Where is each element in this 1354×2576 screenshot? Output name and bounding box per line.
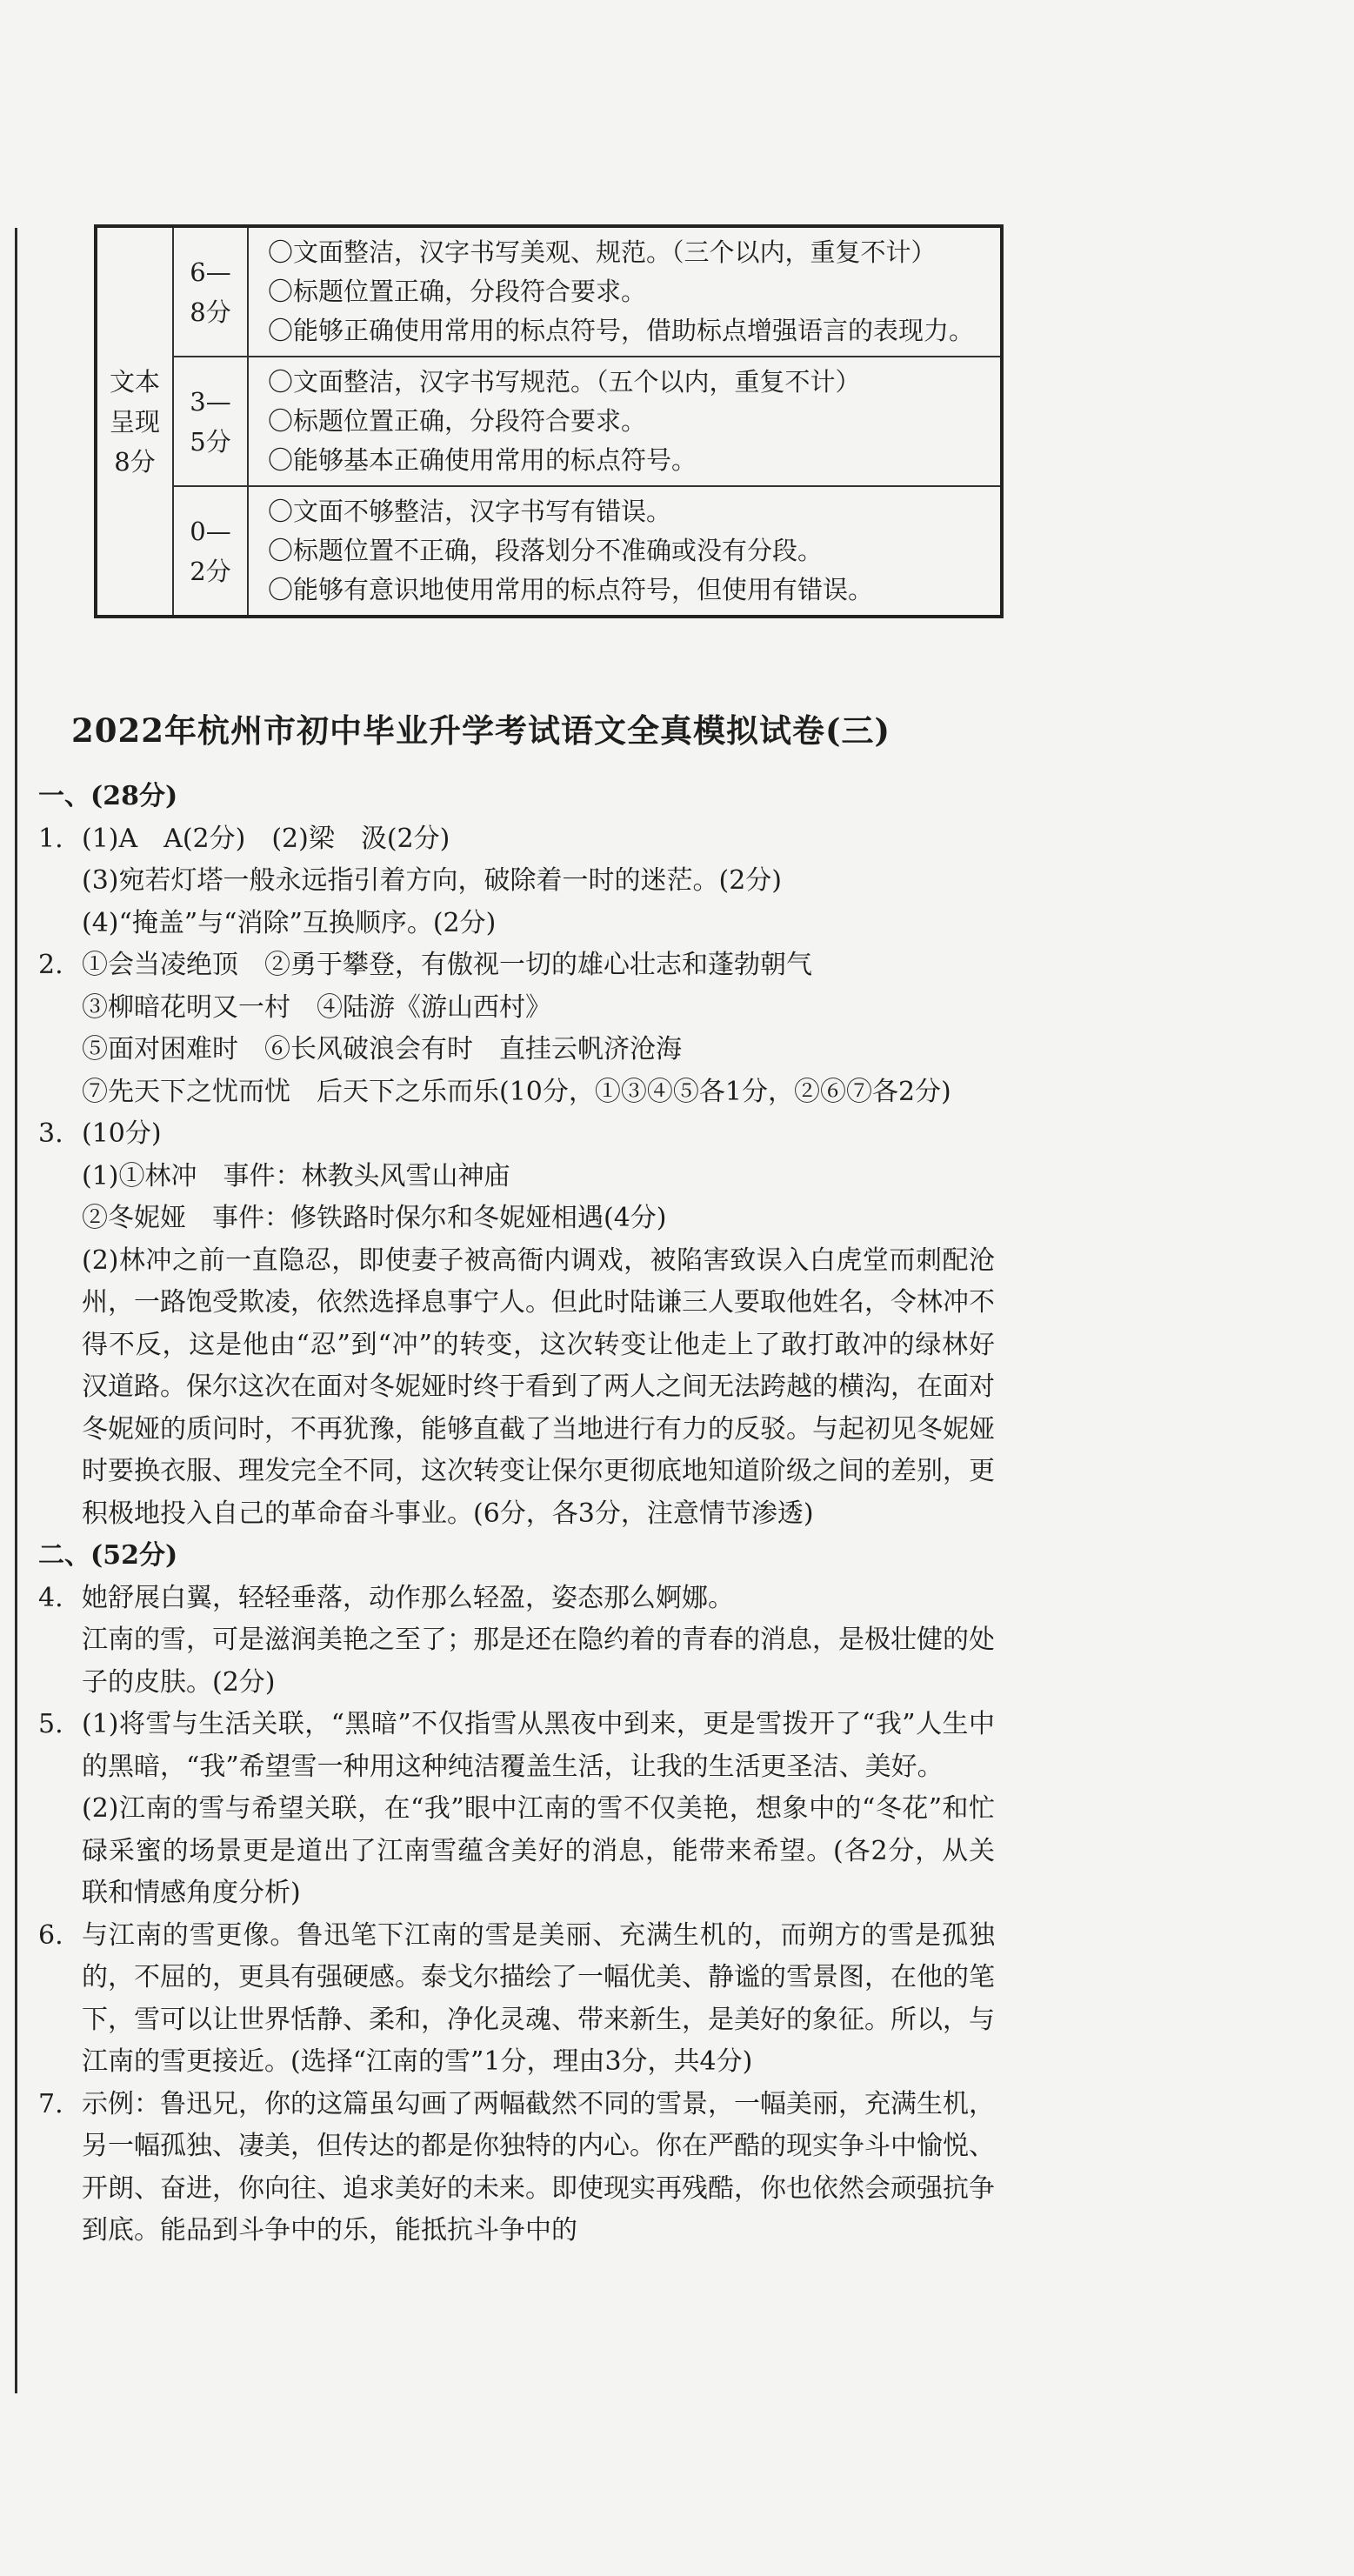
rubric-range-cell xyxy=(173,357,248,486)
question-item xyxy=(38,1704,995,1915)
rubric-criterion: 〇文面不够整洁，汉字书写有错误。 xyxy=(268,497,672,526)
answer-paragraph: 示例：鲁迅兄，你的这篇虽勾画了两幅截然不同的雪景，一幅美丽，充满生机，另一幅孤独、凄美，但传达的都是你独特的内心。你在严酷的现实争斗中愉悦、开朗、奋进，你向往、追求美好的未来。即使现实再残酷，你也依然会顽强抗争到底。能品到斗争中的乐，能抵抗斗争中的 xyxy=(82,2088,995,2246)
question-number: 7. xyxy=(38,2088,63,2119)
left-margin-rule xyxy=(15,228,17,2393)
answer-line: (1)①林冲 事件：林教头风雪山神庙 xyxy=(82,1160,510,1191)
answer-key xyxy=(38,776,995,2252)
answer-line: ①会当凌绝顶 ②勇于攀登，有傲视一切的雄心壮志和蓬勃朝气 xyxy=(82,950,812,980)
question-number: 5. xyxy=(38,1709,63,1739)
question-number: 6. xyxy=(38,1919,63,1951)
question-item xyxy=(38,1915,995,2084)
rubric-range-line: 6— xyxy=(190,257,231,287)
answer-paragraph: 与江南的雪更像。鲁迅笔下江南的雪是美丽、充满生机的，而朔方的雪是孤独的，不屈的，更具有强硬感。泰戈尔描绘了一幅优美、静谧的雪景图，在他的笔下，雪可以让世界恬静、柔和，净化灵魂、带来新生，是美好的象征。所以，与江南的雪更接近。(选择“江南的雪”1分，理由3分，共4分) xyxy=(82,1919,995,2077)
answer-line: (3)宛若灯塔一般永远指引着方向，破除着一时的迷茫。(2分) xyxy=(82,865,782,896)
question-item xyxy=(38,818,995,945)
section-heading: 二、(52分) xyxy=(38,1540,178,1571)
rubric-range-line: 5分 xyxy=(190,426,231,457)
answer-paragraph: 江南的雪，可是滋润美艳之至了；那是还在隐约着的青春的消息，是极壮健的处子的皮肤。(2分) xyxy=(82,1625,995,1698)
rubric-criterion: 〇文面整洁，汉字书写规范。（五个以内，重复不计） xyxy=(268,367,861,397)
answer-line: ②冬妮娅 事件：修铁路时保尔和冬妮娅相遇(4分) xyxy=(82,1203,667,1233)
rubric-row-mid xyxy=(96,357,1002,486)
rubric-criterion: 〇标题位置正确，分段符合要求。 xyxy=(268,406,647,436)
answer-paragraph: (2)江南的雪与希望关联，在“我”眼中江南的雪不仅美艳，想象中的“冬花”和忙碌采蜜的场景更是道出了江南雪蕴含美好的消息，能带来希望。(各2分，从关联和情感角度分析) xyxy=(82,1793,995,1908)
rubric-category-line: 8分 xyxy=(114,446,156,477)
rubric-criteria-cell xyxy=(248,357,1002,486)
rubric-range-line: 2分 xyxy=(190,556,231,586)
question-item xyxy=(38,1578,995,1705)
answer-paragraph: (2)林冲之前一直隐忍，即使妻子被高衙内调戏，被陷害致误入白虎堂而刺配沧州，一路饱受欺凌，依然选择息事宁人。但此时陆谦三人要取他姓名，令林冲不得不反，这是他由“忍”到“冲”的转变，这次转变让他走上了敢打敢冲的绿林好汉道路。保尔这次在面对冬妮娅时终于看到了两人之间无法跨越的横沟，在面对冬妮娅的质问时，不再犹豫，能够直截了当地进行有力的反驳。与起初见冬妮娅时要换衣服、理发完全不同，这次转变让保尔更彻底地知道阶级之间的差别，更积极地投入自己的革命奋斗事业。(6分，各3分，注意情节渗透) xyxy=(82,1245,995,1529)
rubric-criterion: 〇能够正确使用常用的标点符号，借助标点增强语言的表现力。 xyxy=(268,316,975,345)
answer-line: ⑦先天下之忧而忧 后天下之乐而乐(10分，①③④⑤各1分，②⑥⑦各2分) xyxy=(82,1076,951,1107)
question-number: 3. xyxy=(38,1118,63,1149)
answer-line: ⑤面对困难时 ⑥长风破浪会有时 直挂云帆济沧海 xyxy=(82,1034,682,1064)
rubric-criteria-cell xyxy=(248,226,1002,357)
rubric-criterion: 〇标题位置正确，分段符合要求。 xyxy=(268,277,647,306)
question-item xyxy=(38,1113,995,1535)
answer-line: (1)A A(2分) (2)梁 汲(2分) xyxy=(82,823,450,854)
rubric-range-line: 0— xyxy=(190,516,231,546)
question-number: 4. xyxy=(38,1582,63,1613)
question-item xyxy=(38,944,995,1113)
answer-line: ③柳暗花明又一村 ④陆游《游山西村》 xyxy=(82,991,551,1023)
question-number: 2. xyxy=(38,950,63,980)
rubric-row-low xyxy=(96,486,1002,617)
scoring-rubric-table xyxy=(94,224,1004,618)
exam-title: 2022年杭州市初中毕业升学考试语文全真模拟试卷(三) xyxy=(71,711,890,750)
question-item xyxy=(38,2084,995,2252)
answer-line: (4)“掩盖”与“消除”互换顺序。(2分) xyxy=(82,907,497,938)
rubric-criteria-cell xyxy=(248,486,1002,617)
question-number: 1. xyxy=(38,823,63,854)
rubric-criterion: 〇标题位置不正确，段落划分不准确或没有分段。 xyxy=(268,536,824,565)
answer-line: 她舒展白翼，轻轻垂落，动作那么轻盈，姿态那么婀娜。 xyxy=(82,1582,734,1613)
rubric-row-high xyxy=(96,226,1002,357)
rubric-category-line: 呈现 xyxy=(109,406,160,437)
rubric-criterion: 〇能够有意识地使用常用的标点符号，但使用有错误。 xyxy=(268,575,874,604)
rubric-range-line: 3— xyxy=(190,386,231,417)
answer-paragraph: (1)将雪与生活关联，“黑暗”不仅指雪从黑夜中到来，更是雪拨开了“我”人生中的黑暗，“我”希望雪一种用这种纯洁覆盖生活，让我的生活更圣洁、美好。 xyxy=(82,1709,995,1782)
section-heading: 一、(28分) xyxy=(38,781,178,811)
rubric-range-line: 8分 xyxy=(190,297,231,327)
rubric-range-cell xyxy=(173,486,248,617)
answer-line: (10分) xyxy=(82,1118,162,1149)
rubric-criterion: 〇文面整洁，汉字书写美观、规范。（三个以内，重复不计） xyxy=(268,237,937,267)
rubric-category-line: 文本 xyxy=(109,366,160,397)
rubric-category-cell xyxy=(96,226,173,617)
rubric-criterion: 〇能够基本正确使用常用的标点符号。 xyxy=(268,445,697,475)
rubric-range-cell xyxy=(173,226,248,357)
